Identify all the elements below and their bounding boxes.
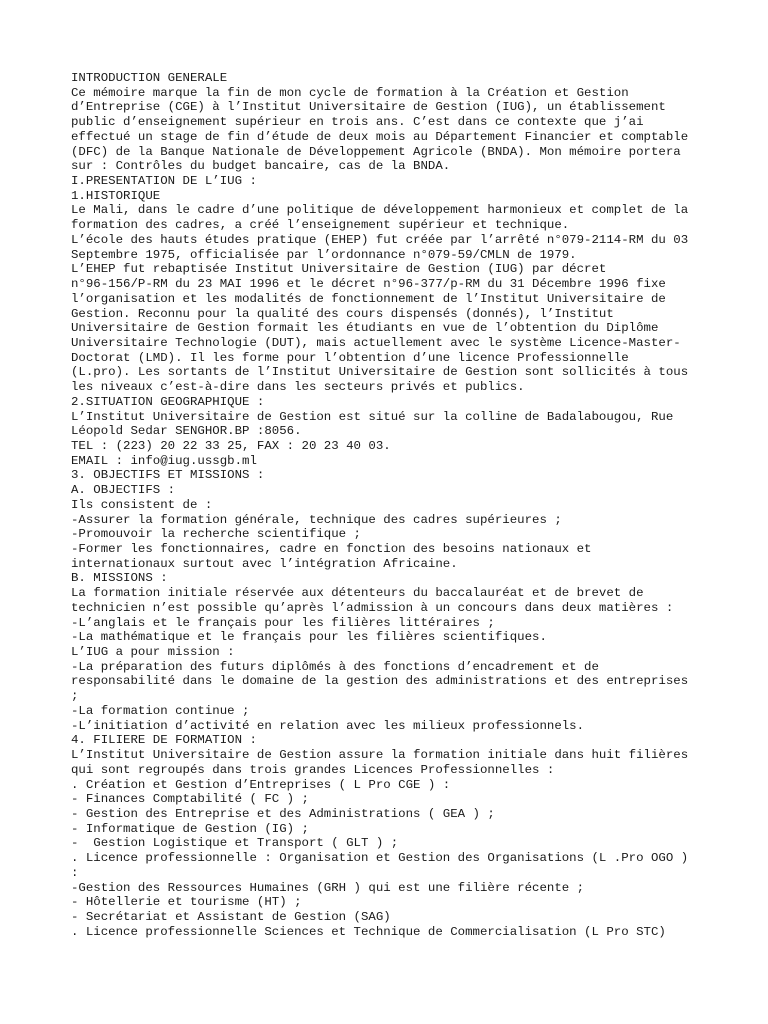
text-line: l’organisation et les modalités de fonctionnement de l’Institut Universitaire de (71, 291, 666, 306)
text-line: L’EHEP fut rebaptisée Institut Universitaire de Gestion (IUG) par décret (71, 262, 607, 277)
text-line: -La préparation des futurs diplômés à des fonctions d’encadrement et de (71, 659, 599, 674)
text-line: internationaux surtout avec l’intégration Africaine. (71, 556, 458, 571)
text-line: L’Institut Universitaire de Gestion assure la formation initiale dans huit filières (71, 748, 689, 763)
text-line: I.PRESENTATION DE L’IUG : (71, 174, 257, 189)
text-line: -L’anglais et le français pour les filières littéraires ; (71, 615, 495, 630)
text-line: public d’enseignement supérieur en trois ans. C’est dans ce contexte que j’ai (71, 115, 644, 130)
text-line: -La formation continue ; (71, 703, 250, 718)
text-line: EMAIL : info@iug.ussgb.ml (71, 453, 257, 468)
text-line: les niveaux c’est-à-dire dans les secteurs privés et publics. (71, 380, 525, 395)
text-line: technicien n’est possible qu’après l’admission à un concours dans deux matières : (71, 600, 674, 615)
text-line: -L’initiation d’activité en relation avec les milieux professionnels. (71, 718, 585, 733)
text-line: 3. OBJECTIFS ET MISSIONS : (71, 468, 265, 483)
text-line: Le Mali, dans le cadre d’une politique de développement harmonieux et complet de la (71, 203, 689, 218)
text-line: : (71, 865, 79, 880)
text-line: - Informatique de Gestion (IG) ; (71, 821, 309, 836)
text-line: INTRODUCTION GENERALE (71, 71, 228, 85)
text-line: Ce mémoire marque la fin de mon cycle de formation à la Création et Gestion (71, 85, 629, 100)
text-line: -Former les fonctionnaires, cadre en fonction des besoins nationaux et (71, 542, 592, 556)
text-line: . Licence professionnelle Sciences et Technique de Commercialisation (L Pro STC) (71, 924, 666, 939)
text-line: -Promouvoir la recherche scientifique ; (71, 527, 361, 542)
text-line: -La mathématique et le français pour les filières scientifiques. (71, 630, 547, 645)
text-line: . Création et Gestion d’Entreprises ( L Pro CGE ) : (71, 777, 451, 792)
text-line: (DFC) de la Banque Nationale de Développement Agricole (BNDA). Mon mémoire portera (71, 144, 681, 159)
text-line: Septembre 1975, officialisée par l’ordonnance n°079-59/CMLN de 1979. (71, 247, 577, 262)
text-line: - Finances Comptabilité ( FC ) ; (71, 792, 309, 807)
text-line: L’IUG a pour mission : (71, 645, 235, 660)
text-line: A. OBJECTIFS : (71, 483, 176, 498)
text-line: 2.SITUATION GEOGRAPHIQUE : (71, 394, 265, 409)
text-line: n°96-156/P-RM du 23 MAI 1996 et le décret n°96-377/p-RM du 31 Décembre 1996 fixe (71, 277, 666, 292)
text-line: Universitaire Technologie (DUT), mais actuellement avec le système Licence-Master- (71, 335, 681, 350)
text-line: -Assurer la formation générale, technique des cadres supérieures ; (71, 512, 562, 527)
text-line: effectué un stage de fin d’étude de deux mois au Département Financier et comptable (71, 129, 689, 144)
text-line: - Hôtellerie et tourisme (HT) ; (71, 895, 302, 910)
text-line: L’école des hauts études pratique (EHEP) fut créée par l’arrêté n°079-2114-RM du 03 (71, 232, 689, 247)
text-line: 4. FILIERE DE FORMATION : (71, 733, 257, 748)
text-line: ; (71, 689, 79, 704)
text-line: formation des cadres, a créé l’enseignement supérieur et technique. (71, 218, 570, 233)
text-line: sur : Contrôles du budget bancaire, cas de la BNDA. (71, 159, 451, 174)
text-line: - Gestion Logistique et Transport ( GLT ) ; (71, 836, 399, 851)
text-line: qui sont regroupés dans trois grandes Licences Professionnelles : (71, 762, 555, 777)
text-line: responsabilité dans le domaine de la gestion des administrations et des entreprises (71, 674, 689, 689)
text-line: Universitaire de Gestion formait les étudiants en vue de l’obtention du Diplôme (71, 321, 659, 336)
text-line: L’Institut Universitaire de Gestion est situé sur la colline de Badalabougou, Rue (71, 409, 674, 424)
text-line: d’Entreprise (CGE) à l’Institut Universitaire de Gestion (IUG), un établissement (71, 100, 666, 115)
text-line: B. MISSIONS : (71, 571, 168, 586)
document-body (71, 71, 701, 939)
text-line: Gestion. Reconnu pour la qualité des cours dispensés (donnés), l’Institut (71, 306, 614, 321)
text-line: Doctorat (LMD). Il les forme pour l’obtention d’une licence Professionnelle (71, 350, 629, 365)
text-line: (L.pro). Les sortants de l’Institut Universitaire de Gestion sont sollicités à tous (71, 365, 689, 380)
text-line: La formation initiale réservée aux détenteurs du baccalauréat et de brevet de (71, 586, 644, 601)
text-line: TEL : (223) 20 22 33 25, FAX : 20 23 40 03. (71, 438, 391, 453)
text-line: Ils consistent de : (71, 497, 213, 512)
text-line: . Licence professionnelle : Organisation et Gestion des Organisations (L .Pro OGO ) (71, 851, 689, 866)
text-line: - Gestion des Entreprise et des Administrations ( GEA ) ; (71, 806, 495, 821)
text-line: - Secrétariat et Assistant de Gestion (SAG) (71, 909, 391, 924)
text-line: Léopold Sedar SENGHOR.BP :8056. (71, 424, 302, 439)
text-line: -Gestion des Ressources Humaines (GRH ) qui est une filière récente ; (71, 880, 585, 895)
text-line: 1.HISTORIQUE (71, 188, 161, 203)
